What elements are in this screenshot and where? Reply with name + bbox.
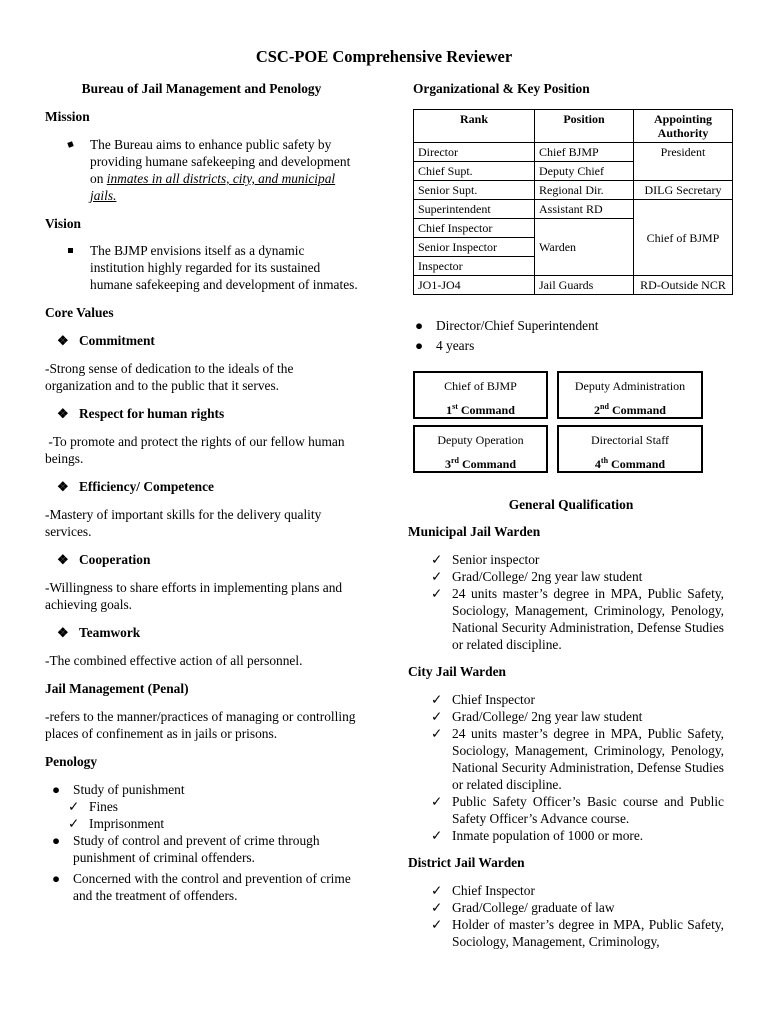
check-mark-icon: ✓ [431, 726, 443, 741]
table-cell: JO1-JO4 [414, 276, 535, 295]
list-item [408, 568, 724, 585]
penology-list [45, 781, 358, 798]
list-item-text: Inmate population of 1000 or more. [452, 828, 644, 843]
mission-label: Mission [45, 109, 90, 124]
core-value-name: Cooperation [79, 552, 151, 567]
section-heading-bjmp: Bureau of Jail Management and Penology [81, 81, 322, 96]
table-row [414, 200, 733, 219]
list-item [45, 870, 358, 904]
check-mark-icon: ✓ [431, 569, 443, 584]
list-item [408, 691, 724, 708]
command-word: Command [608, 403, 666, 417]
list-item [408, 337, 724, 354]
core-value-commitment [57, 332, 358, 349]
vision-text: The BJMP envisions itself as a dynamic institution highly regarded for its sustained humane safekeeping and development of inmates. [90, 243, 358, 292]
mission-item [45, 136, 358, 204]
table-cell: Warden [535, 219, 634, 276]
command-word: Command [608, 457, 666, 471]
command-box [413, 371, 548, 419]
core-value-desc: -Strong sense of dedication to the ideals of the organization and to the public that it serves. [45, 361, 294, 393]
list-item [408, 551, 724, 568]
four-diamond-bullet-icon: ❖ [57, 479, 69, 494]
left-column [45, 80, 358, 904]
right-column [408, 80, 724, 950]
check-mark-icon: ✓ [431, 917, 443, 932]
four-diamond-bullet-icon: ❖ [57, 333, 69, 348]
core-value-desc: -To promote and protect the rights of our fellow human beings. [45, 434, 348, 466]
check-mark-icon: ✓ [68, 799, 80, 814]
table-cell: Regional Dir. [535, 181, 634, 200]
list-item [45, 832, 358, 866]
list-item-text: 24 units master’s degree in MPA, Public Safety, Sociology, Management, Criminology, Penology, National Security Administration, Defense Studies or related discipline. [452, 726, 724, 792]
table-cell: Chief Supt. [414, 162, 535, 181]
command-rank [415, 454, 546, 471]
command-sup: nd [600, 402, 609, 411]
core-value-teamwork [57, 624, 358, 641]
round-bullet-icon: ● [415, 338, 424, 353]
check-mark-icon: ✓ [431, 828, 443, 843]
list-item-text: Chief Inspector [452, 883, 535, 898]
check-mark-icon: ✓ [431, 692, 443, 707]
penology-label: Penology [45, 754, 98, 769]
core-value-name: Teamwork [79, 625, 141, 640]
four-diamond-bullet-icon: ❖ [57, 625, 69, 640]
square-bullet-icon [68, 248, 73, 253]
list-item [408, 827, 724, 844]
table-row [414, 181, 733, 200]
round-bullet-icon: ● [415, 318, 424, 333]
check-mark-icon: ✓ [68, 816, 80, 831]
list-item-text: Senior inspector [452, 552, 540, 567]
section-heading-org: Organizational & Key Position [413, 81, 590, 96]
list-item [45, 781, 358, 798]
table-cell: RD-Outside NCR [634, 276, 733, 295]
list-item [408, 317, 724, 334]
list-item [408, 793, 724, 827]
command-word: Command [457, 403, 515, 417]
command-rank [559, 454, 701, 471]
command-sup: th [600, 456, 609, 465]
command-box [557, 371, 703, 419]
list-item [408, 916, 724, 950]
rank-table [413, 109, 733, 295]
square-bullet-icon [67, 141, 73, 147]
command-name: Directorial Staff [590, 433, 670, 447]
command-name: Chief of BJMP [444, 379, 517, 393]
check-mark-icon: ✓ [431, 552, 443, 567]
jail-management-label: Jail Management (Penal) [45, 681, 189, 696]
list-item [408, 899, 724, 916]
table-header: Appointing Authority [634, 110, 733, 143]
core-value-desc: -Willingness to share efforts in implementing plans and achieving goals. [45, 580, 343, 612]
table-cell: Senior Supt. [414, 181, 535, 200]
list-item-text: Grad/College/ 2ng year law student [452, 569, 643, 584]
table-cell: Superintendent [414, 200, 535, 219]
command-num: 2 [594, 403, 601, 417]
list-item [408, 882, 724, 899]
table-cell: DILG Secretary [634, 181, 733, 200]
table-header: Rank [414, 110, 535, 143]
list-item-text: Holder of master’s degree in MPA, Public Safety, Sociology, Management, Criminology, [452, 917, 724, 949]
list-item-text: Chief Inspector [452, 692, 535, 707]
list-item [408, 585, 724, 653]
check-mark-icon: ✓ [431, 900, 443, 915]
table-row [414, 276, 733, 295]
table-cell: Inspector [414, 257, 535, 276]
list-item-text: Fines [89, 799, 119, 814]
round-bullet-icon: ● [52, 871, 61, 886]
table-cell: Assistant RD [535, 200, 634, 219]
core-value-cooperation [57, 551, 358, 568]
list-item-text: Imprisonment [89, 816, 165, 831]
command-num: 3 [444, 457, 451, 471]
list-item-text: 24 units master’s degree in MPA, Public Safety, Sociology, Management, Criminology, Penology, National Security Administration, Defense Studies or related discipline. [452, 586, 724, 652]
check-mark-icon: ✓ [431, 794, 443, 809]
table-cell: Chief Inspector [414, 219, 535, 238]
command-rank [559, 400, 701, 417]
core-value-desc: -Mastery of important skills for the delivery quality services. [45, 507, 322, 539]
table-cell: Senior Inspector [414, 238, 535, 257]
list-item-text: Director/Chief Superintendent [436, 318, 599, 333]
mission-text: The Bureau aims to enhance public safety by providing humane safekeeping and development on [90, 137, 351, 186]
municipal-warden-label: Municipal Jail Warden [408, 524, 541, 539]
core-value-respect [57, 405, 358, 422]
city-warden-label: City Jail Warden [408, 664, 506, 679]
city-list [408, 691, 724, 844]
core-value-name: Commitment [79, 333, 155, 348]
mission-text-underlined: inmates in all districts, city, and municipal jails. [90, 171, 336, 203]
mission-list [45, 136, 358, 204]
check-mark-icon: ✓ [431, 709, 443, 724]
list-item-text: Grad/College/ 2ng year law student [452, 709, 643, 724]
command-rank [415, 400, 546, 417]
core-value-efficiency [57, 478, 358, 495]
table-cell: Chief BJMP [535, 143, 634, 162]
list-item [408, 708, 724, 725]
command-box [557, 425, 703, 473]
table-cell: Deputy Chief [535, 162, 634, 181]
round-bullet-icon: ● [52, 782, 61, 797]
command-sup: st [452, 402, 458, 411]
penology-list [45, 832, 358, 904]
list-item [408, 725, 724, 793]
list-item-text: 4 years [436, 338, 475, 353]
command-name: Deputy Operation [437, 433, 524, 447]
core-value-desc: -The combined effective action of all personnel. [45, 653, 303, 668]
table-header-row [414, 110, 733, 143]
command-num: 1 [446, 403, 453, 417]
table-row [414, 143, 733, 162]
penology-sublist [45, 798, 358, 832]
four-diamond-bullet-icon: ❖ [57, 406, 69, 421]
check-mark-icon: ✓ [431, 883, 443, 898]
core-value-name: Efficiency/ Competence [79, 479, 214, 494]
list-item-text: Study of punishment [73, 782, 185, 797]
term-list [408, 317, 724, 354]
table-cell: President [634, 143, 733, 181]
municipal-list [408, 551, 724, 653]
table-cell: Chief of BJMP [634, 200, 733, 276]
table-header: Position [535, 110, 634, 143]
command-word: Command [458, 457, 516, 471]
table-cell: Jail Guards [535, 276, 634, 295]
command-grid [413, 371, 724, 473]
list-item-text: Grad/College/ graduate of law [452, 900, 615, 915]
command-box [413, 425, 548, 473]
district-warden-label: District Jail Warden [408, 855, 525, 870]
list-item [45, 815, 358, 832]
round-bullet-icon: ● [52, 833, 61, 848]
vision-item [45, 242, 358, 293]
four-diamond-bullet-icon: ❖ [57, 552, 69, 567]
district-list [408, 882, 724, 950]
list-item-text: Concerned with the control and prevention of crime and the treatment of offenders. [73, 871, 351, 903]
table-cell: Director [414, 143, 535, 162]
page-title: CSC-POE Comprehensive Reviewer [255, 47, 513, 66]
vision-label: Vision [45, 216, 81, 231]
command-name: Deputy Administration [574, 379, 686, 393]
core-value-name: Respect for human rights [79, 406, 225, 421]
jail-management-text: -refers to the manner/practices of managing or controlling places of confinement as in jails or prisons. [45, 709, 356, 741]
command-sup: rd [450, 456, 459, 465]
vision-list [45, 242, 358, 293]
list-item-text: Study of control and prevent of crime through punishment of criminal offenders. [73, 833, 320, 865]
check-mark-icon: ✓ [431, 586, 443, 601]
core-values-label: Core Values [45, 305, 114, 320]
general-qualification-heading: General Qualification [508, 497, 634, 512]
list-item [45, 798, 358, 815]
list-item-text: Public Safety Officer’s Basic course and Public Safety Officer’s Advance course. [452, 794, 724, 826]
command-num: 4 [594, 457, 601, 471]
